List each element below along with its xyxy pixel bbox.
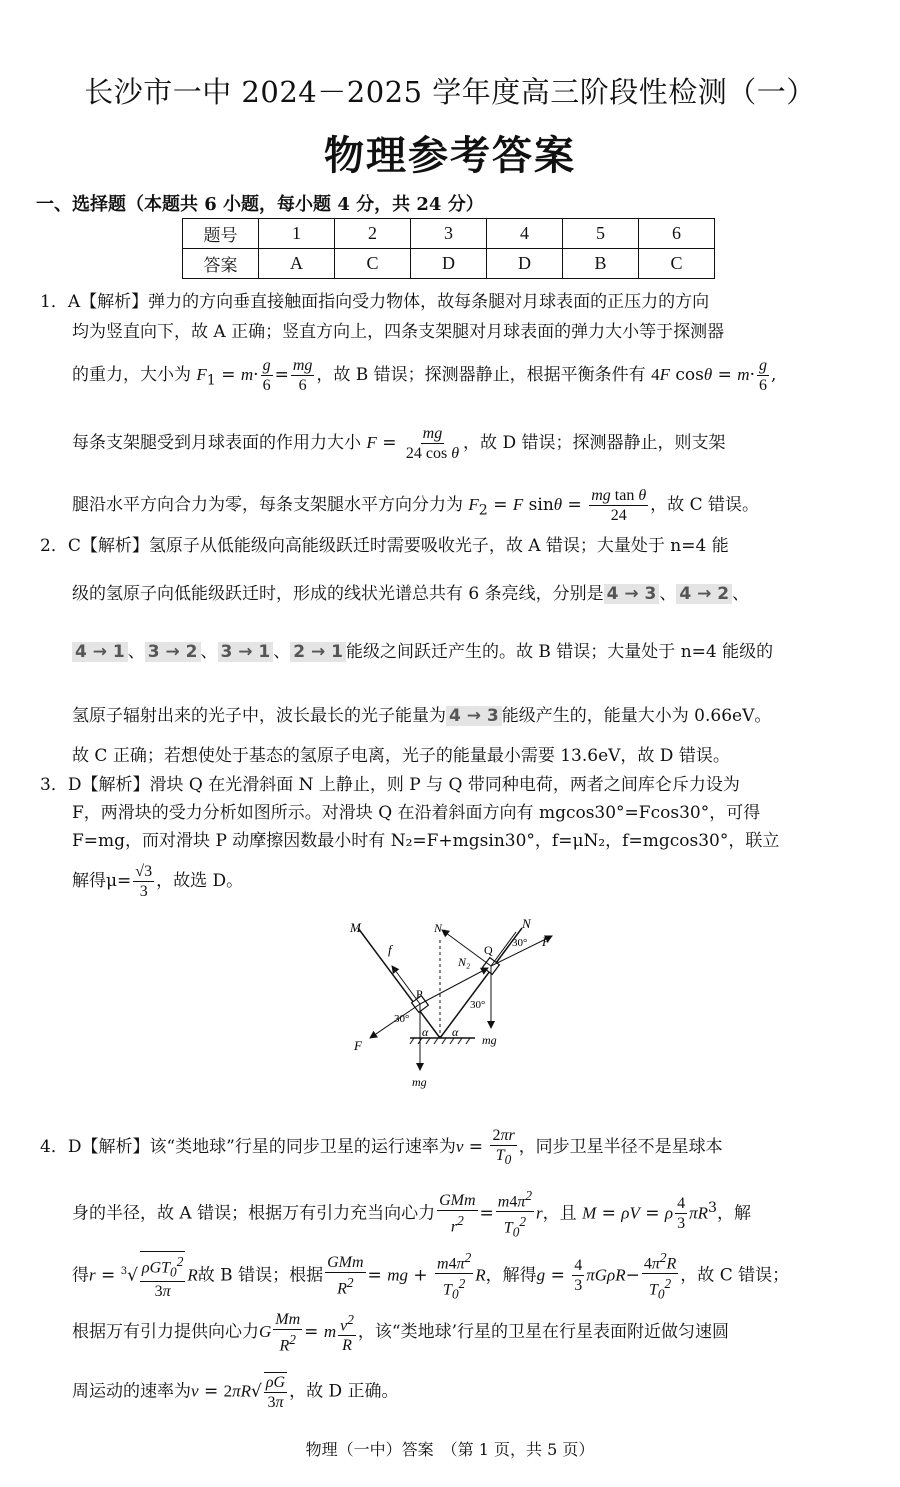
formula: $\frac{4}{3}$ xyxy=(574,1257,583,1295)
q4-line: 得r = $^3$√ $\frac{\rho GT_0^2}{3\pi}$ R故 B 错误；根据 $\frac{\text{GMm}}{R^2}$ = mg + $\frac{m4\pi^2}{T_0^2}$ R，解得g = $\frac{4}{3}$ πGρR− $\frac{4\pi^2R}{T_0^2}$ ，故 C 错误； xyxy=(72,1250,790,1302)
formula: $\frac{√3}{3}$ xyxy=(135,863,153,900)
transition-tag: 4 → 1 xyxy=(72,642,128,662)
formula: $\frac{4}{3}$ xyxy=(677,1195,686,1233)
q4-line: 周运动的速率为v = 2πR√ $\frac{\rho G}{3\pi}$ ，故 D 正确。 xyxy=(72,1374,399,1411)
formula: $\frac{\text{mg tan θ}}{24}$ xyxy=(591,487,647,524)
table-cell: 4 xyxy=(487,219,563,249)
table-cell: 2 xyxy=(335,219,411,249)
label-angle: 30° xyxy=(512,937,528,949)
table-cell: 6 xyxy=(639,219,715,249)
answer-title: 物理参考答案 xyxy=(324,132,576,179)
formula: $\frac{\text{GMm}}{R^2}$ xyxy=(327,1254,364,1298)
q3-line: 3．D【解析】滑块 Q 在光滑斜面 N 上静止，则 P 与 Q 带同种电荷，两者之间库仑斥力设为 xyxy=(40,775,740,795)
q4-line: 4．D【解析】该“类地球”行星的同步卫星的运行速率为v = $\frac{2\pi r}{T_0}$ ，同步卫星半径不是星球本 xyxy=(40,1127,723,1168)
formula: $\frac{2\pi r}{T_0}$ xyxy=(492,1127,515,1168)
label-F-left: F xyxy=(354,1038,362,1053)
q3-line: F=mg，而对滑块 P 动摩擦因数最小时有 N₂=F+mgsin30°，f=μN₂，f=mgcos30°，联立 xyxy=(72,831,780,851)
table-cell: 5 xyxy=(563,219,639,249)
q4-line: 根据万有引力提供向心力G $\frac{Mm}{R^2}$ = m $\frac{v^2}{R}$ ，该“类地球’行星的卫星在行星表面附近做匀速圆 xyxy=(72,1311,729,1355)
formula: $\frac{mg}{\text{24 cos θ}}$ xyxy=(405,425,460,462)
formula: $\frac{Mm}{R^2}$ xyxy=(275,1311,301,1355)
formula: $\frac{v^2}{R}$ xyxy=(340,1312,354,1355)
q1-line: 腿沿水平方向合力为零，每条支架腿水平方向分力为 $F_2 = F$ sinθ = $\frac{\text{mg tan θ}}{24}$ ，故 C 错误。 xyxy=(72,487,759,524)
q3-line: 解得μ= $\frac{√3}{3}$ ，故选 D。 xyxy=(72,863,244,900)
label-mg-P: mg xyxy=(412,1075,427,1089)
label-angle: 30° xyxy=(470,999,486,1011)
q2-line: 4 → 1 、 3 → 2 、 3 → 1 、 2 → 1 能级之间跃迁产生的。故 B 错误；大量处于 n=4 能级的 xyxy=(72,640,862,664)
table-cell: C xyxy=(639,249,715,279)
q4-line: 身的半径，故 A 错误；根据万有引力充当向心力 $\frac{\text{GMm}}{r^2}$ = $\frac{m4\pi^2}{T_0^2}$ r，且 M = ρV = ρ $\frac{4}{3}$ $\pi R^3$，解 xyxy=(72,1188,751,1240)
exam-title: 长沙市一中 2024－2025 学年度高三阶段性检测（一） xyxy=(84,75,816,109)
formula: $\frac{g}{6}$ xyxy=(262,357,271,394)
transition-tag: 4 → 3 xyxy=(446,706,502,726)
table-cell: D xyxy=(411,249,487,279)
section-heading: 一、选择题（本题共 6 小题，每小题 4 分，共 24 分） xyxy=(36,194,484,215)
force-diagram xyxy=(330,910,570,1100)
q2-line: 2．C【解析】氢原子从低能级向高能级跃迁时需要吸收光子，故 A 错误；大量处于 n=4 能 xyxy=(40,536,729,556)
transition-tag: 3 → 2 xyxy=(145,642,201,662)
label-P: P xyxy=(416,987,423,1001)
table-cell: 1 xyxy=(259,219,335,249)
label-Q: Q xyxy=(484,943,493,957)
q1-line: 的重力，大小为 $F_1 = m\cdot$ $\frac{g}{6}$ = $\frac{mg}{6}$ ，故 B 错误；探测器静止，根据平衡条件有 4F cosθ = m· $\frac{g}{6}$ , xyxy=(72,357,777,394)
formula: $\frac{mg}{6}$ xyxy=(292,357,313,394)
table-row xyxy=(183,249,715,279)
formula: $\frac{m4\pi^2}{T_0^2}$ xyxy=(437,1250,472,1302)
q1-line: 均为竖直向下，故 A 正确；竖直方向上，四条支架腿对月球表面的弹力大小等于探测器 xyxy=(72,322,725,342)
table-cell: A xyxy=(259,249,335,279)
label-mg-Q: mg xyxy=(482,1033,497,1047)
q2-line: 级的氢原子向低能级跃迁时，形成的线状光谱总共有 6 条亮线，分别是 4 → 3 、 4 → 2 、 xyxy=(72,584,750,604)
formula: $\frac{g}{6}$ xyxy=(758,357,767,394)
label-f: f xyxy=(388,942,392,957)
q1-line: 1．A【解析】弹力的方向垂直接触面指向受力物体，故每条腿对月球表面的正压力的方向 xyxy=(40,292,710,312)
formula: $\frac{4\pi^2R}{T_0^2}$ xyxy=(643,1250,677,1302)
table-cell: D xyxy=(487,249,563,279)
q3-line: F，两滑块的受力分析如图所示。对滑块 Q 在沿着斜面方向有 mgcos30°=Fcos30°，可得 xyxy=(72,803,761,823)
answer-table xyxy=(182,218,715,279)
table-cell: 题号 xyxy=(183,219,259,249)
label-N1: N₁ xyxy=(434,921,447,935)
transition-tag: 3 → 1 xyxy=(218,642,274,662)
transition-tag: 2 → 1 xyxy=(290,642,346,662)
formula: $\frac{\text{GMm}}{r^2}$ xyxy=(439,1192,476,1236)
formula: $\frac{\rho G}{3\pi}$ xyxy=(265,1374,286,1411)
formula: $\frac{\rho GT_0^2}{3\pi}$ xyxy=(140,1251,185,1302)
label-F-right: F xyxy=(542,934,550,949)
table-cell: B xyxy=(563,249,639,279)
label-N2: N₂ xyxy=(458,955,471,969)
formula: $\frac{m4\pi^2}{T_0^2}$ xyxy=(497,1188,533,1240)
transition-tag: 4 → 2 xyxy=(676,584,732,604)
table-cell: 3 xyxy=(411,219,487,249)
label-M: M xyxy=(350,920,361,935)
q2-line: 氢原子辐射出来的光子中，波长最长的光子能量为 4 → 3 能级产生的，能量大小为 0.66eV。 xyxy=(72,706,772,726)
table-cell: C xyxy=(335,249,411,279)
table-row xyxy=(183,219,715,249)
label-angle: 30° xyxy=(394,1013,410,1025)
label-N: N xyxy=(522,916,531,931)
label-alpha: α xyxy=(422,1025,429,1039)
transition-tag: 4 → 3 xyxy=(604,584,660,604)
q1-line: 每条支架腿受到月球表面的作用力大小 F = $\frac{mg}{\text{24 cos θ}}$ ，故 D 错误；探测器静止，则支架 xyxy=(72,425,726,462)
page-footer: 物理（一中）答案 （第 1 页，共 5 页） xyxy=(305,1440,595,1459)
q2-line: 故 C 正确；若想使处于基态的氢原子电离，光子的能量最小需要 13.6eV，故 D 错误。 xyxy=(72,746,730,766)
label-alpha: α xyxy=(452,1025,459,1039)
table-cell: 答案 xyxy=(183,249,259,279)
